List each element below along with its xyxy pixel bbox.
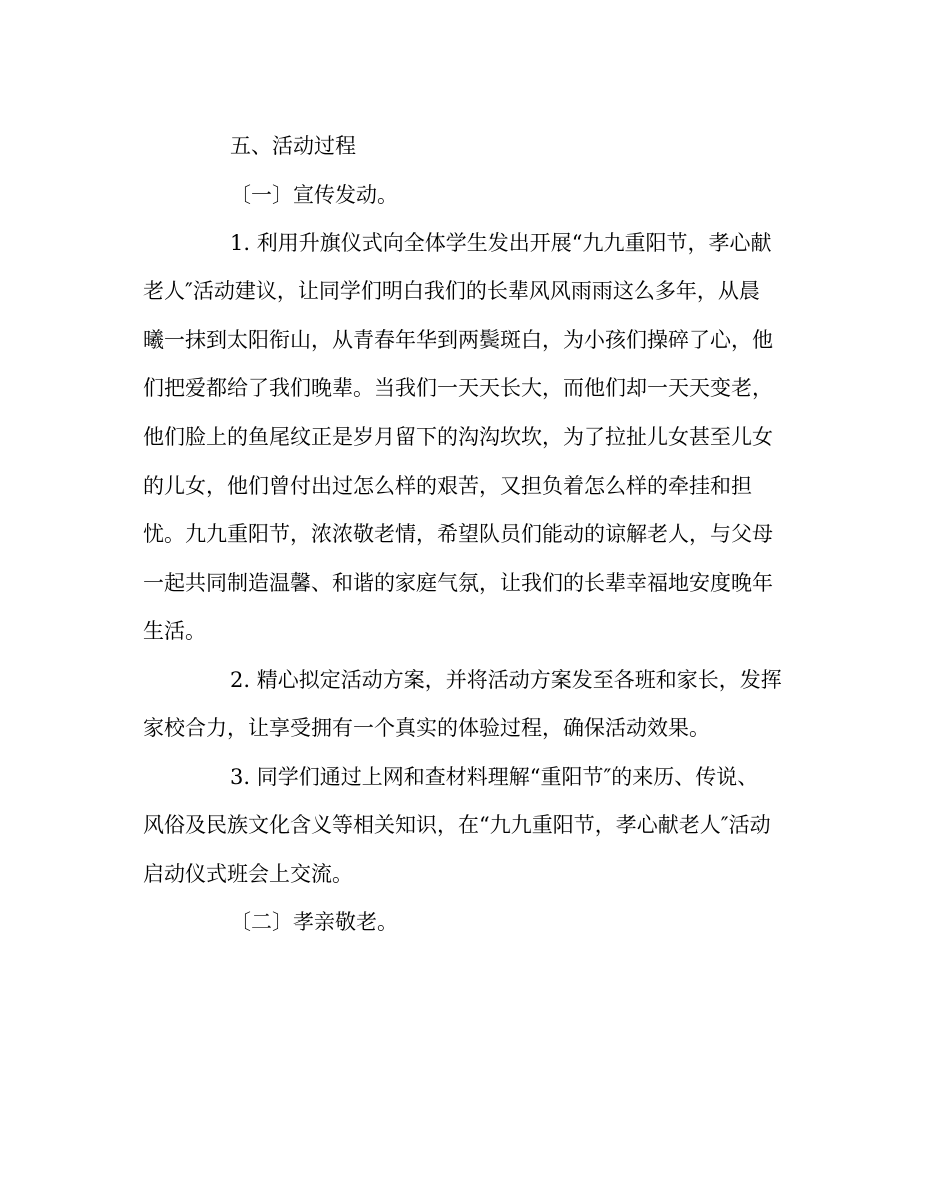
sub-heading-publicity: 〔一〕宣传发动。 <box>230 183 398 207</box>
paragraph-line: 1. 利用升旗仪式向全体学生发出开展“九九重阳节，孝心献 <box>230 231 772 255</box>
paragraph-line: 的儿女，他们曾付出过怎么样的艰苦，又担负着怎么样的牵挂和担 <box>143 474 752 498</box>
paragraph-line: 老人″活动建议，让同学们明白我们的长辈风风雨雨这么多年，从晨 <box>143 279 760 303</box>
paragraph-line: 忧。九九重阳节，浓浓敬老情，希望队员们能动的谅解老人，与父母 <box>143 522 773 546</box>
paragraph-line: 风俗及民族文化含义等相关知识，在“九九重阳节，孝心献老人″活动 <box>143 813 771 837</box>
paragraph-line: 们把爱都给了我们晚辈。当我们一天天长大，而他们却一天天变老， <box>143 376 773 400</box>
paragraph-line: 曦一抹到太阳衔山，从青春年华到两鬓斑白，为小孩们操碎了心，他 <box>143 328 773 352</box>
paragraph-line: 3. 同学们通过上网和查材料理解“重阳节″的来历、传说、 <box>230 765 759 789</box>
paragraph-line: 家校合力，让享受拥有一个真实的体验过程，确保活动效果。 <box>143 716 710 740</box>
paragraph-line: 他们脸上的鱼尾纹正是岁月留下的沟沟坎坎，为了拉扯儿女甚至儿女 <box>143 425 773 449</box>
paragraph-line: 启动仪式班会上交流。 <box>143 862 353 886</box>
section-heading: 五、活动过程 <box>230 134 356 158</box>
paragraph-line: 生活。 <box>143 619 206 643</box>
paragraph-line: 一起共同制造温馨、和谐的家庭气氛，让我们的长辈幸福地安度晚年 <box>143 571 773 595</box>
paragraph-line: 2. 精心拟定活动方案，并将活动方案发至各班和家长，发挥 <box>230 668 782 692</box>
sub-heading-filial-piety: 〔二〕孝亲敬老。 <box>230 910 398 934</box>
